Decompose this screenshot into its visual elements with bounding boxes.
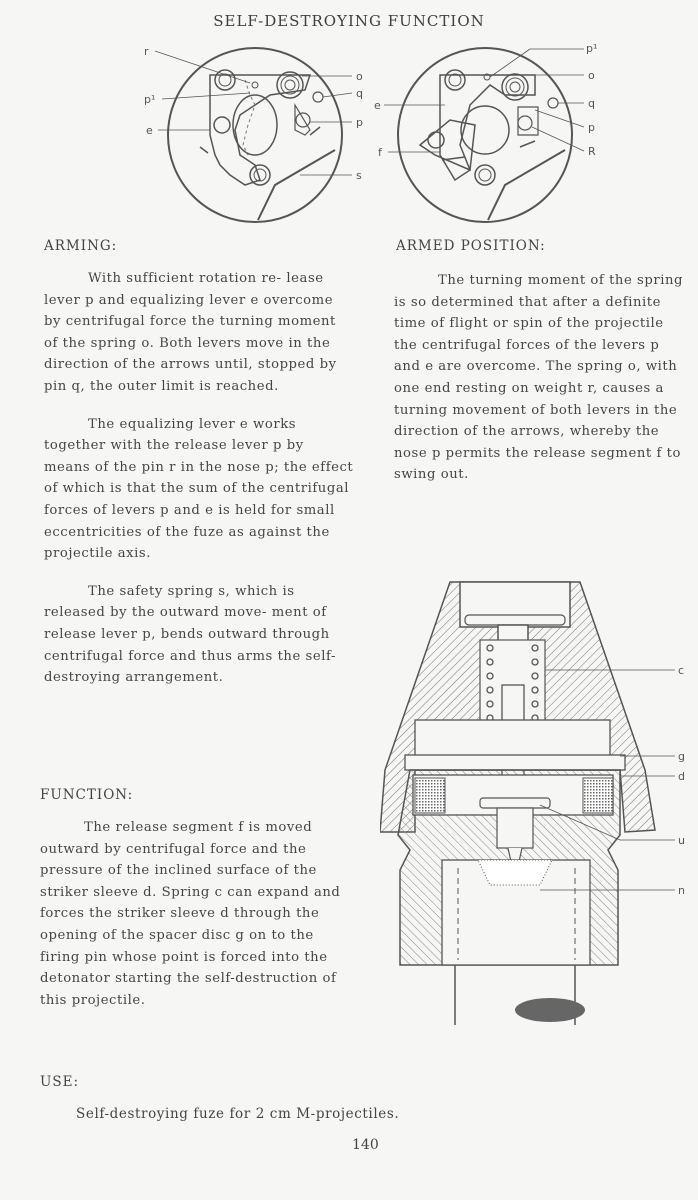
page-title: SELF-DESTROYING FUNCTION (213, 12, 485, 30)
page-number: 140 (352, 1137, 379, 1153)
armed-position-paragraph: The turning moment of the spring is so determined that after a definite time of flight or spin of the projectile the centrifugal forces of the levers p and e are overcome. The spring o, with one end resting on weight r, causes a turning movement of both levers in the direction of the arrows, whereby the nose p permits the release segment f to swing out. (394, 273, 684, 483)
arming-paragraph-2: The equalizing lever e works together with the release lever p by means of the pin r in the nose p; the effect of which is that the sum of the centrifugal forces of levers p and e is held for small eccentricities of the fuze as against the projectile axis. (44, 416, 354, 562)
label-o: o (588, 69, 595, 82)
use-text: Self-destroying fuze for 2 cm M-projectiles. (76, 1106, 400, 1122)
arming-paragraph-3: The safety spring s, which is released by the outward move- ment of release lever p, bends outward through centrifugal force and thus arms the self-destroying arrangement. (44, 583, 336, 686)
label-c: c (678, 664, 685, 677)
label-p1: p¹ (586, 42, 598, 55)
armed-position-heading: ARMED POSITION: (396, 238, 546, 254)
label-s: s (356, 169, 362, 182)
arming-diagram (130, 35, 380, 225)
label-e: e (374, 99, 381, 112)
label-p: p (588, 121, 595, 134)
label-f: f (378, 146, 382, 159)
label-p: p (356, 116, 363, 129)
armed-position-section (394, 270, 684, 486)
label-R: R (588, 145, 596, 158)
label-g: g (678, 750, 685, 763)
arming-section (44, 268, 354, 689)
label-u: u (678, 834, 685, 847)
label-r: r (144, 45, 149, 58)
function-section (40, 817, 358, 1011)
label-o: o (356, 70, 363, 83)
arming-heading: ARMING: (44, 238, 118, 254)
function-heading: FUNCTION: (40, 787, 134, 803)
use-heading: USE: (40, 1074, 80, 1090)
armed-diagram (360, 35, 610, 225)
label-e: e (146, 124, 153, 137)
label-p1: p¹ (144, 93, 156, 106)
label-d: d (678, 770, 685, 783)
function-paragraph: The release segment f is moved outward by centrifugal force and the pressure of the inclined surface of the striker sleeve d. Spring c can expand and forces the striker sleeve d through the opening of the spacer disc g on to the firing pin whose point is forced into the detonator starting the self-destruction of this projectile. (40, 820, 341, 1008)
label-n: n (678, 884, 685, 897)
arming-paragraph-1: With sufficient rotation re- lease lever p and equalizing lever e overcome by centrifugal force the turning moment of the spring o. Both levers move in the direction of the arrows until, stopped by pin q, the outer limit is reached. (44, 271, 337, 394)
fuze-cross-section-diagram (380, 570, 698, 1030)
label-q: q (356, 87, 363, 100)
label-q: q (588, 97, 595, 110)
